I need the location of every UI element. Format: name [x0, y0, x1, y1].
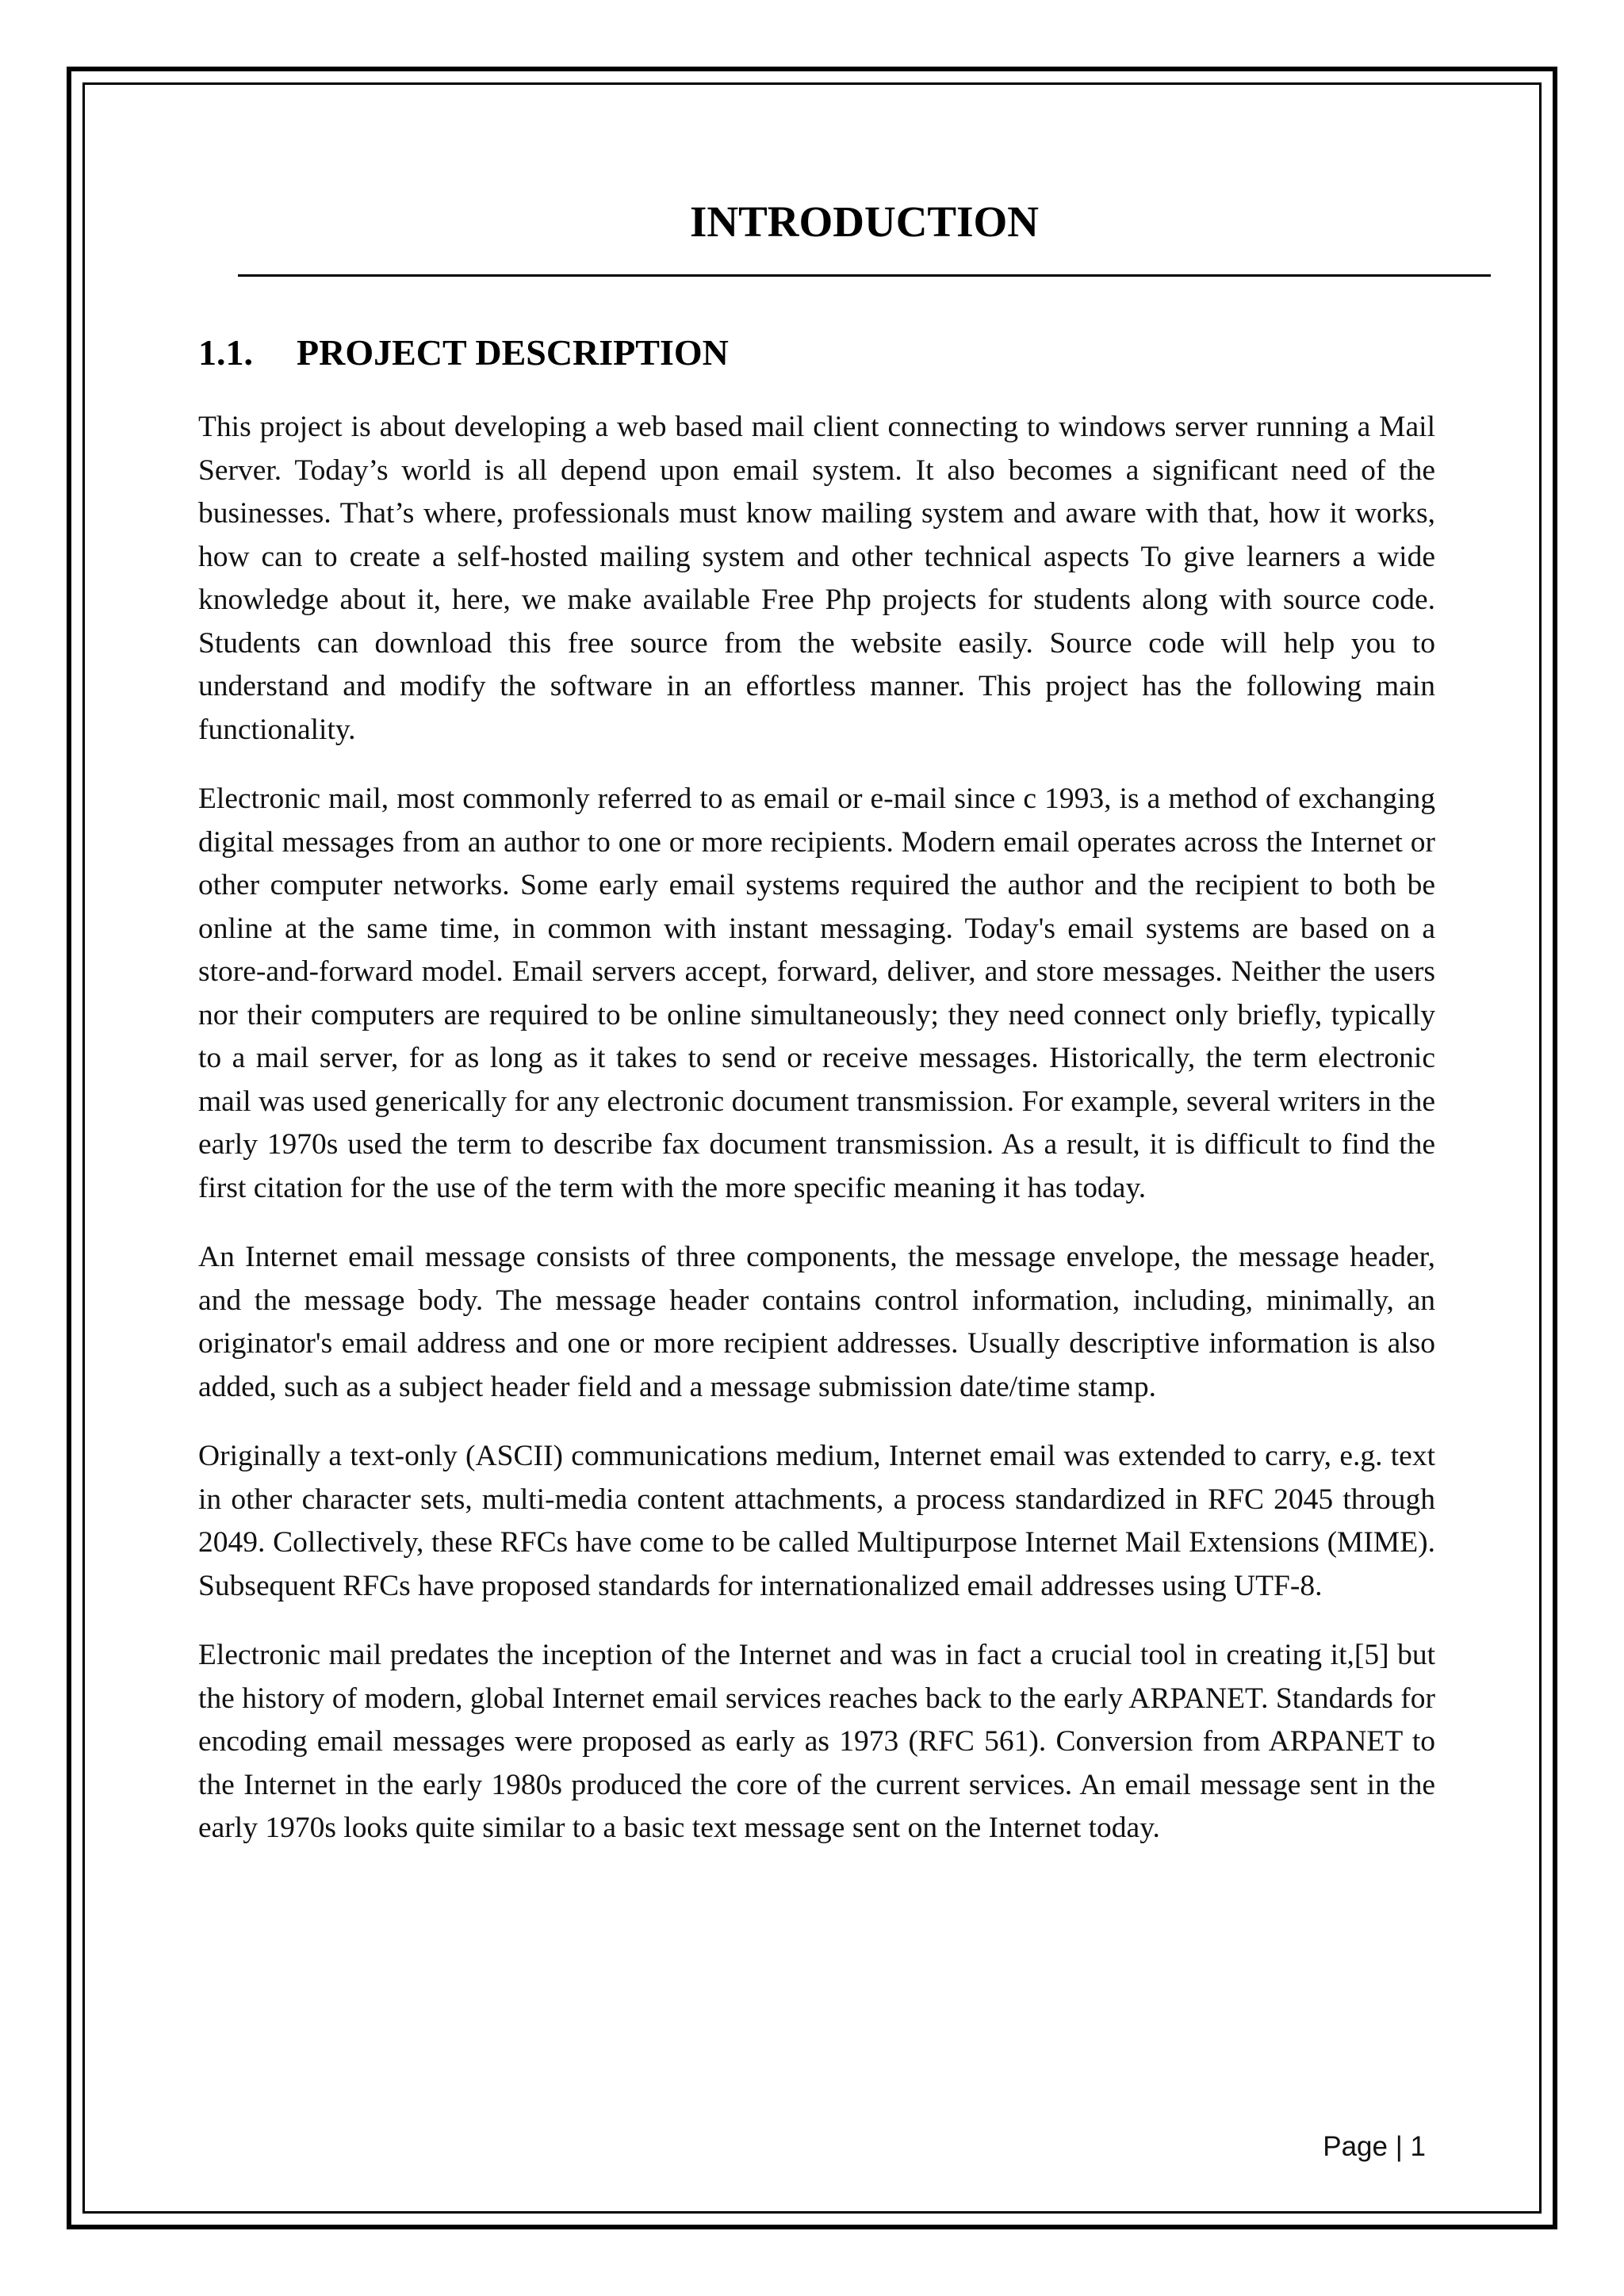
section-heading: [198, 331, 729, 373]
paragraph: Electronic mail, most commonly referred to as email or e-mail since c 1993, is a method of exchanging digital messages from an author to one or more recipients. Modern email operates across the Internet or other computer networks. Some early email systems required the author and the recipient to both be online at the same time, in common with instant messaging. Today's email systems are based on a store-and-forward model. Email servers accept, forward, deliver, and store messages. Neither the users nor their computers are required to be online simultaneously; they need connect only briefly, typically to a mail server, for as long as it takes to send or receive messages. Historically, the term electronic mail was used generically for any electronic document transmission. For example, several writers in the early 1970s used the term to describe fax document transmission. As a result, it is difficult to find the first citation for the use of the term with the more specific meaning it has today.: [198, 783, 1435, 1204]
title-rule: [238, 274, 1491, 277]
body-text: [198, 406, 1435, 1877]
section-title: PROJECT DESCRIPTION: [297, 332, 729, 373]
paragraph: Electronic mail predates the inception of the Internet and was in fact a crucial tool in creating it,[5] but the history of modern, global Internet email services reaches back to the early ARPANET. Standards for encoding email messages were proposed as early as 1973 (RFC 561). Conversion from ARPANET to the Internet in the early 1980s produced the core of the current services. An email message sent in the early 1970s looks quite similar to a basic text message sent on the Internet today.: [198, 1639, 1435, 1844]
paragraph: An Internet email message consists of three components, the message envelope, the message header, and the message body. The message header contains control information, including, minimally, an originator's email address and one or more recipient addresses. Usually descriptive information is also added, such as a subject header field and a message submission date/time stamp.: [198, 1241, 1435, 1403]
paragraph: This project is about developing a web based mail client connecting to windows server running a Mail Server. Today’s world is all depend upon email system. It also becomes a significant need of the businesses. That’s where, professionals must know mailing system and aware with that, how it works, how can to create a self-hosted mailing system and other technical aspects To give learners a wide knowledge about it, here, we make available Free Php projects for students along with source code. Students can download this free source from the website easily. Source code will help you to understand and modify the software in an effortless manner. This project has the following main functionality.: [198, 411, 1435, 746]
chapter-title: INTRODUCTION: [689, 197, 1040, 246]
section-number: 1.1.: [198, 332, 253, 373]
page-number: Page | 1: [1323, 2131, 1426, 2162]
paragraph: Originally a text-only (ASCII) communications medium, Internet email was extended to carry, e.g. text in other character sets, multi-media content attachments, a process standardized in RFC 2045 through 2049. Collectively, these RFCs have come to be called Multipurpose Internet Mail Extensions (MIME). Subsequent RFCs have proposed standards for internationalized email addresses using UTF-8.: [198, 1440, 1435, 1602]
